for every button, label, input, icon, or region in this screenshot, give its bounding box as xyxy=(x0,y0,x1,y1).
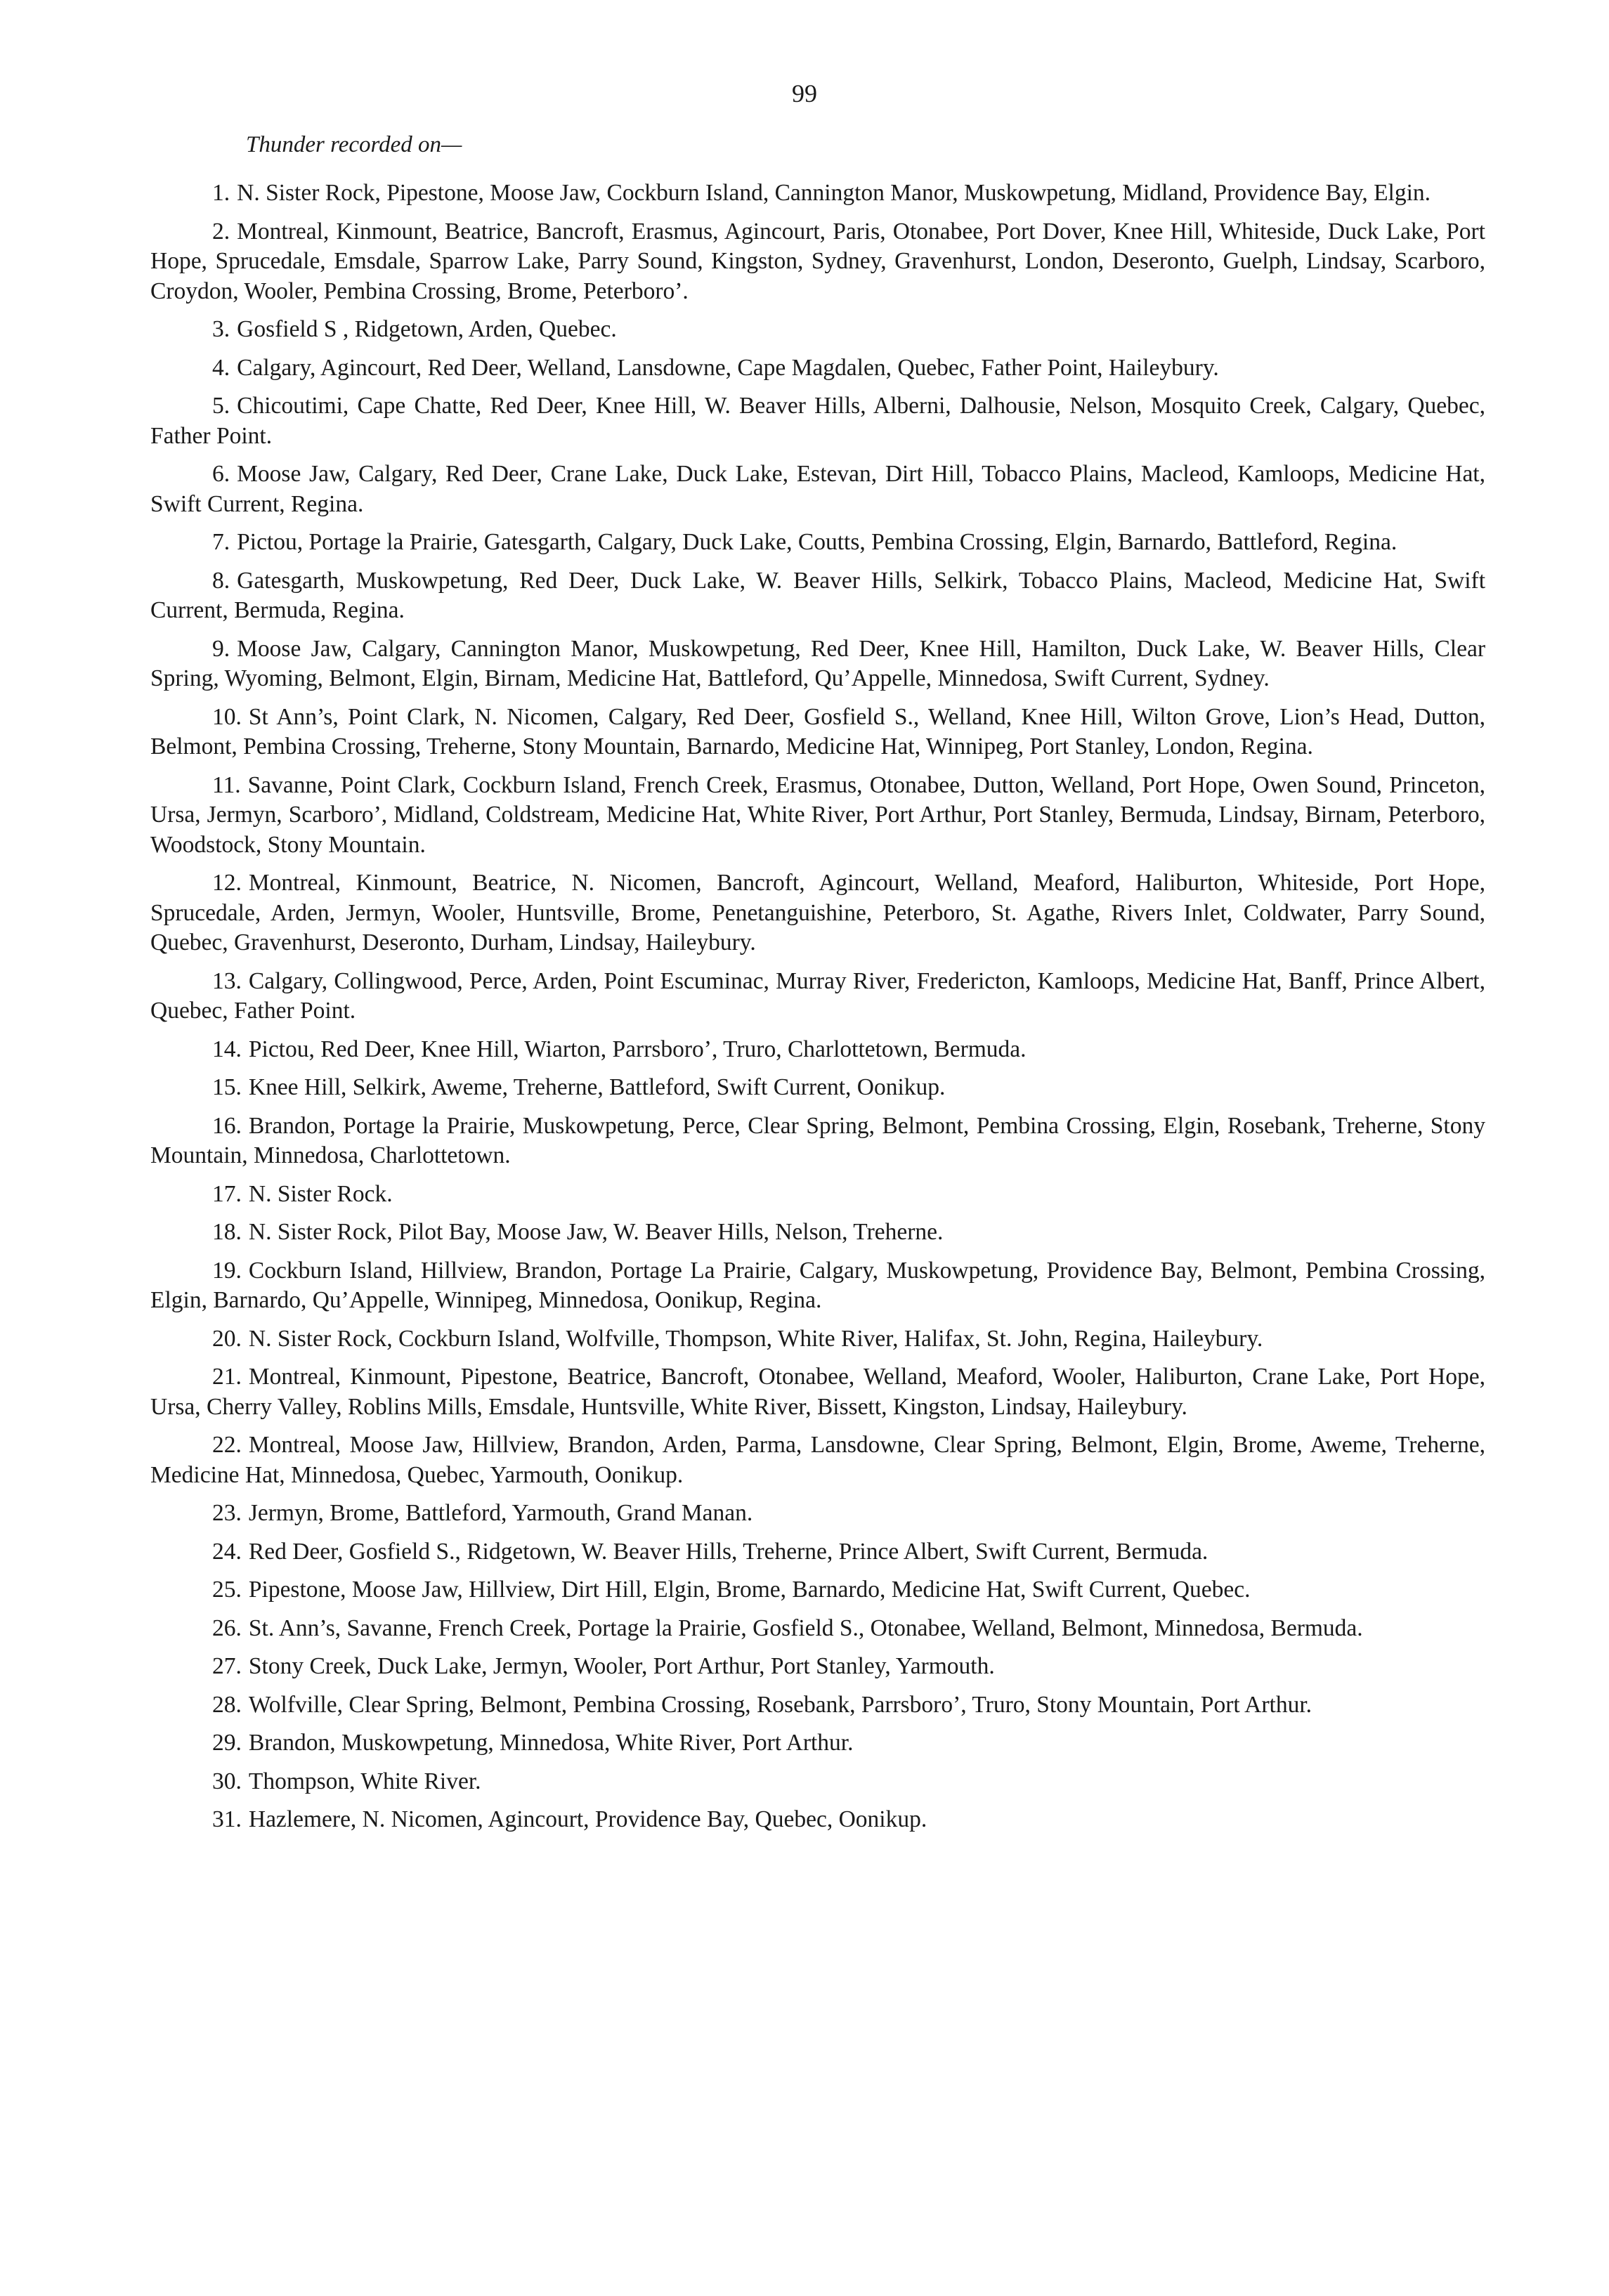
entry-number: 4. xyxy=(212,354,230,381)
entry-text: Jermyn, Brome, Battleford, Yarmouth, Grand Manan. xyxy=(248,1500,753,1526)
entry-number: 27. xyxy=(212,1653,242,1679)
entry-number: 17. xyxy=(212,1180,242,1207)
entry-number: 8. xyxy=(212,567,230,594)
entry-number: 6. xyxy=(212,461,230,487)
entry-number: 20. xyxy=(212,1325,242,1352)
entry-number: 26. xyxy=(212,1615,242,1641)
list-item xyxy=(150,1430,1485,1490)
entry-number: 25. xyxy=(212,1577,242,1603)
thunder-entries-list xyxy=(150,178,1485,1844)
entry-number: 11. xyxy=(212,771,241,798)
list-item xyxy=(150,1073,1485,1103)
section-heading: Thunder recorded on— xyxy=(246,132,462,157)
entry-text: Moose Jaw, Calgary, Red Deer, Crane Lake, Duck Lake, Estevan, Dirt Hill, Tobacco Plains, Macleod, Kamloops, Medicine Hat, Swift Current, Regina. xyxy=(150,461,1485,517)
entry-text: St. Ann’s, Savanne, French Creek, Portage la Prairie, Gosfield S., Otonabee, Welland, Belmont, Minnedosa, Bermuda. xyxy=(248,1615,1363,1641)
entry-text: Pictou, Red Deer, Knee Hill, Wiarton, Parrsboro’, Truro, Charlottetown, Bermuda. xyxy=(248,1036,1027,1062)
entry-text: Cockburn Island, Hillview, Brandon, Portage La Prairie, Calgary, Muskowpetung, Providence Bay, Belmont, Pembina Crossing, Elgin, Barnardo, Qu’Appelle, Winnipeg, Minnedosa, Oonikup, Regina. xyxy=(150,1257,1485,1313)
list-item xyxy=(150,634,1485,694)
entry-text: Brandon, Muskowpetung, Minnedosa, White River, Port Arthur. xyxy=(248,1730,854,1756)
entry-number: 29. xyxy=(212,1730,242,1756)
list-item xyxy=(150,353,1485,384)
entry-text: N. Sister Rock, Pilot Bay, Moose Jaw, W. Beaver Hills, Nelson, Treherne. xyxy=(248,1219,944,1245)
list-item xyxy=(150,771,1485,861)
list-item xyxy=(150,1614,1485,1644)
entry-number: 12. xyxy=(212,870,242,896)
list-item xyxy=(150,178,1485,209)
entry-number: 15. xyxy=(212,1074,242,1100)
entry-number: 5. xyxy=(212,393,230,419)
entry-number: 19. xyxy=(212,1257,242,1284)
list-item xyxy=(150,391,1485,451)
page-number: 99 xyxy=(792,79,817,107)
entry-text: St Ann’s, Point Clark, N. Nicomen, Calgary, Red Deer, Gosfield S., Welland, Knee Hill, Wilton Grove, Lion’s Head, Dutton, Belmont, Pembina Crossing, Treherne, Stony Mountain, Barnardo, Medicine Hat, Winnipeg, Port Stanley, London, Regina. xyxy=(150,703,1485,759)
entry-text: Montreal, Kinmount, Pipestone, Beatrice, Bancroft, Otonabee, Welland, Meaford, Wooler, Haliburton, Crane Lake, Port Hope, Ursa, Cherry Valley, Roblins Mills, Emsdale, Huntsville, White River, Bissett, Kingston, Lindsay, Haileybury. xyxy=(150,1364,1485,1420)
list-item xyxy=(150,1180,1485,1210)
entry-number: 23. xyxy=(212,1500,242,1526)
list-item xyxy=(150,703,1485,762)
entry-number: 18. xyxy=(212,1219,242,1245)
list-item xyxy=(150,868,1485,958)
entry-number: 9. xyxy=(212,635,230,662)
entry-number: 21. xyxy=(212,1364,242,1390)
entry-number: 7. xyxy=(212,529,230,555)
entry-number: 28. xyxy=(212,1691,242,1718)
entry-text: Chicoutimi, Cape Chatte, Red Deer, Knee Hill, W. Beaver Hills, Alberni, Dalhousie, Nelson, Mosquito Creek, Calgary, Quebec, Father Point. xyxy=(150,393,1485,449)
list-item xyxy=(150,566,1485,626)
entry-number: 31. xyxy=(212,1806,242,1832)
entry-number: 30. xyxy=(212,1768,242,1794)
list-item xyxy=(150,1805,1485,1835)
entry-text: Red Deer, Gosfield S., Ridgetown, W. Beaver Hills, Treherne, Prince Albert, Swift Current, Bermuda. xyxy=(248,1538,1209,1565)
entry-text: N. Sister Rock. xyxy=(248,1180,393,1207)
list-item xyxy=(150,1767,1485,1797)
entry-text: Pictou, Portage la Prairie, Gatesgarth, Calgary, Duck Lake, Coutts, Pembina Crossing, Elgin, Barnardo, Battleford, Regina. xyxy=(237,529,1398,555)
entry-text: N. Sister Rock, Cockburn Island, Wolfville, Thompson, White River, Halifax, St. John, Regina, Haileybury. xyxy=(248,1325,1263,1352)
entry-text: N. Sister Rock, Pipestone, Moose Jaw, Cockburn Island, Cannington Manor, Muskowpetung, Midland, Providence Bay, Elgin. xyxy=(237,180,1431,206)
entry-number: 16. xyxy=(212,1112,242,1139)
entry-number: 10. xyxy=(212,703,242,730)
list-item xyxy=(150,1324,1485,1355)
entry-text: Knee Hill, Selkirk, Aweme, Treherne, Battleford, Swift Current, Oonikup. xyxy=(248,1074,946,1100)
list-item xyxy=(150,1575,1485,1605)
list-item xyxy=(150,1111,1485,1171)
entry-text: Montreal, Kinmount, Beatrice, N. Nicomen, Bancroft, Agincourt, Welland, Meaford, Haliburton, Whiteside, Port Hope, Sprucedale, Arden, Jermyn, Wooler, Huntsville, Brome, Penetanguishine, Peterboro, St. Agathe, Rivers Inlet, Coldwater, Parry Sound, Quebec, Gravenhurst, Deseronto, Durham, Lindsay, Haileybury. xyxy=(150,870,1485,955)
list-item xyxy=(150,459,1485,519)
entry-number: 3. xyxy=(212,316,230,342)
entry-text: Calgary, Collingwood, Perce, Arden, Point Escuminac, Murray River, Fredericton, Kamloops, Medicine Hat, Banff, Prince Albert, Quebec, Father Point. xyxy=(150,967,1485,1024)
entry-text: Brandon, Portage la Prairie, Muskowpetung, Perce, Clear Spring, Belmont, Pembina Crossing, Elgin, Rosebank, Treherne, Stony Mountain, Minnedosa, Charlottetown. xyxy=(150,1112,1485,1168)
entry-number: 2. xyxy=(212,218,230,244)
list-item xyxy=(150,1362,1485,1422)
entry-text: Hazlemere, N. Nicomen, Agincourt, Providence Bay, Quebec, Oonikup. xyxy=(248,1806,927,1832)
entry-number: 14. xyxy=(212,1036,242,1062)
entry-number: 1. xyxy=(212,180,230,206)
list-item xyxy=(150,1728,1485,1759)
list-item xyxy=(150,315,1485,345)
entry-text: Moose Jaw, Calgary, Cannington Manor, Muskowpetung, Red Deer, Knee Hill, Hamilton, Duck Lake, W. Beaver Hills, Clear Spring, Wyoming, Belmont, Elgin, Birnam, Medicine Hat, Battleford, Qu’Appelle, Minnedosa, Swift Current, Sydney. xyxy=(150,635,1485,691)
list-item xyxy=(150,1256,1485,1316)
list-item xyxy=(150,1652,1485,1682)
entry-text: Gatesgarth, Muskowpetung, Red Deer, Duck Lake, W. Beaver Hills, Selkirk, Tobacco Plains, Macleod, Medicine Hat, Swift Current, Bermuda, Regina. xyxy=(150,567,1485,623)
entry-text: Gosfield S , Ridgetown, Arden, Quebec. xyxy=(237,316,617,342)
entry-text: Montreal, Moose Jaw, Hillview, Brandon, Arden, Parma, Lansdowne, Clear Spring, Belmont, Elgin, Brome, Aweme, Treherne, Medicine Hat, Minnedosa, Quebec, Yarmouth, Oonikup. xyxy=(150,1432,1485,1488)
list-item xyxy=(150,217,1485,307)
list-item xyxy=(150,528,1485,558)
entry-text: Montreal, Kinmount, Beatrice, Bancroft, Erasmus, Agincourt, Paris, Otonabee, Port Dover, Knee Hill, Whiteside, Duck Lake, Port Hope, Sprucedale, Emsdale, Sparrow Lake, Parry Sound, Kingston, Sydney, Gravenhurst, London, Deseronto, Guelph, Lindsay, Scarboro, Croydon, Wooler, Pembina Crossing, Brome, Peterboro’. xyxy=(150,218,1485,304)
entry-number: 13. xyxy=(212,967,242,994)
entry-text: Savanne, Point Clark, Cockburn Island, French Creek, Erasmus, Otonabee, Dutton, Welland, Port Hope, Owen Sound, Princeton, Ursa, Jermyn, Scarboro’, Midland, Coldstream, Medicine Hat, White River, Port Arthur, Port Stanley, Bermuda, Lindsay, Birnam, Peterboro, Woodstock, Stony Mountain. xyxy=(150,771,1485,858)
list-item xyxy=(150,1499,1485,1529)
list-item xyxy=(150,1035,1485,1065)
entry-text: Thompson, White River. xyxy=(248,1768,481,1794)
list-item xyxy=(150,1537,1485,1567)
entry-text: Calgary, Agincourt, Red Deer, Welland, Lansdowne, Cape Magdalen, Quebec, Father Point, Haileybury. xyxy=(237,354,1219,381)
entry-text: Wolfville, Clear Spring, Belmont, Pembina Crossing, Rosebank, Parrsboro’, Truro, Stony Mountain, Port Arthur. xyxy=(248,1691,1312,1718)
entry-number: 22. xyxy=(212,1432,242,1458)
entry-number: 24. xyxy=(212,1538,242,1565)
entry-text: Pipestone, Moose Jaw, Hillview, Dirt Hill, Elgin, Brome, Barnardo, Medicine Hat, Swift Current, Quebec. xyxy=(248,1577,1251,1603)
entry-text: Stony Creek, Duck Lake, Jermyn, Wooler, Port Arthur, Port Stanley, Yarmouth. xyxy=(248,1653,995,1679)
list-item xyxy=(150,1218,1485,1248)
list-item xyxy=(150,1690,1485,1721)
list-item xyxy=(150,967,1485,1026)
